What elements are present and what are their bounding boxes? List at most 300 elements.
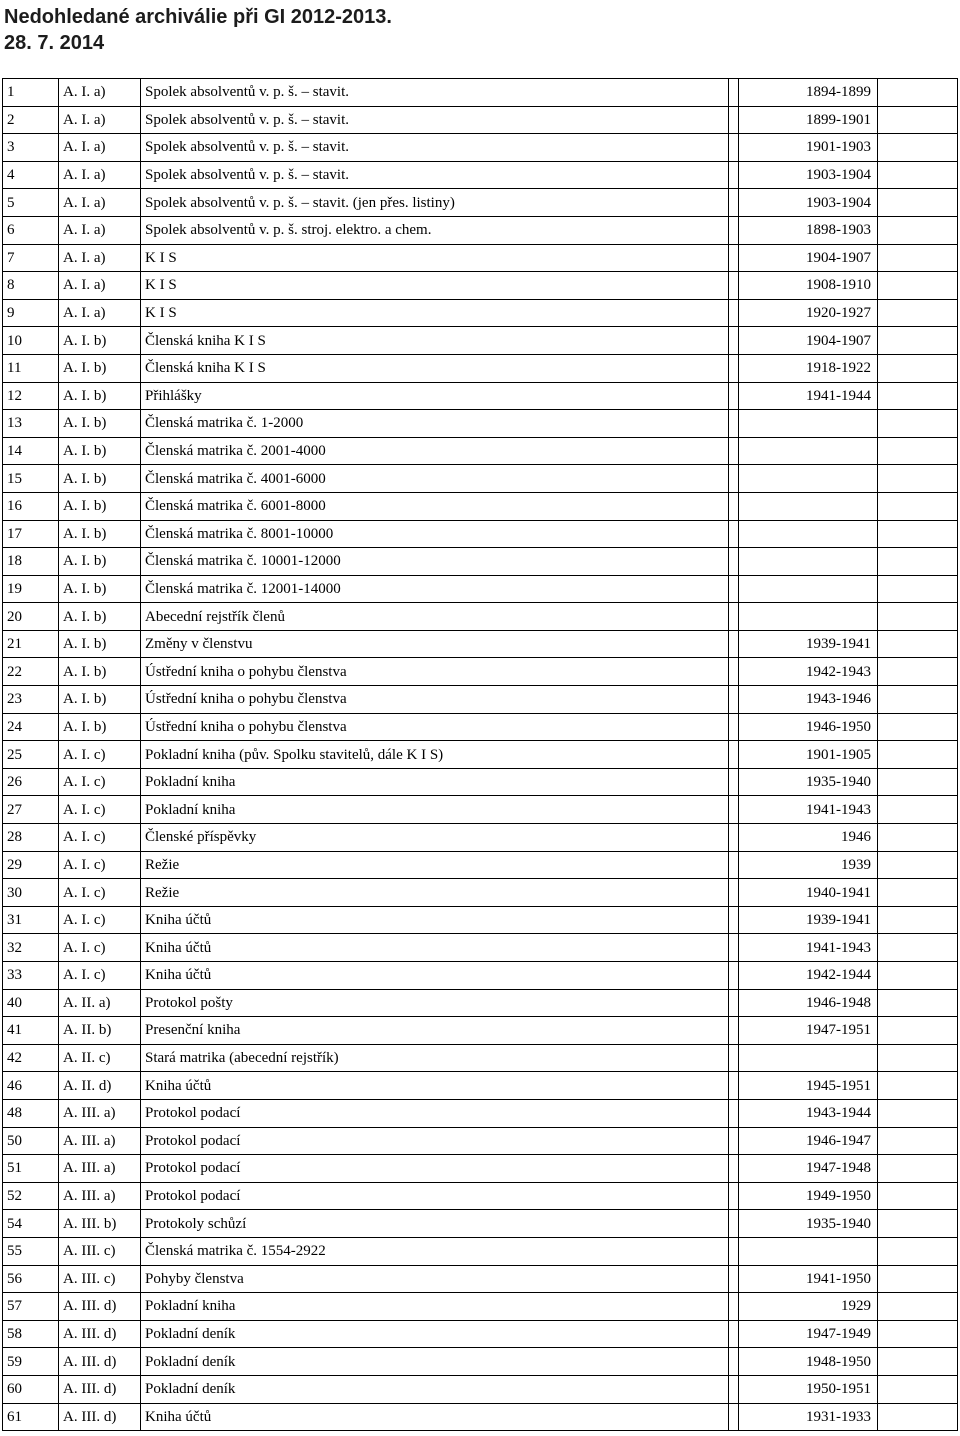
table-row	[3, 354, 958, 382]
page-title-text: Nedohledané archiválie při GI 2012-2013.	[4, 6, 392, 28]
row-years: 1946	[739, 824, 878, 852]
row-spacer-cell	[729, 989, 739, 1017]
table-row	[3, 1210, 958, 1238]
row-spacer-cell	[729, 1044, 739, 1072]
row-title: Členská matrika č. 6001-8000	[141, 492, 729, 520]
row-years: 1935-1940	[739, 768, 878, 796]
table-row	[3, 768, 958, 796]
row-empty-cell	[878, 189, 958, 217]
row-spacer-cell	[729, 658, 739, 686]
table-row	[3, 1044, 958, 1072]
row-section: A. I. b)	[59, 327, 141, 355]
row-number: 16	[3, 492, 59, 520]
row-empty-cell	[878, 603, 958, 631]
row-title: Kniha účtů	[141, 906, 729, 934]
row-spacer-cell	[729, 106, 739, 134]
row-spacer-cell	[729, 134, 739, 162]
row-spacer-cell	[729, 548, 739, 576]
row-section: A. I. b)	[59, 713, 141, 741]
row-years: 1901-1903	[739, 134, 878, 162]
row-spacer-cell	[729, 1320, 739, 1348]
table-row	[3, 796, 958, 824]
row-years: 1939	[739, 851, 878, 879]
table-row	[3, 106, 958, 134]
row-years	[739, 1237, 878, 1265]
row-section: A. I. c)	[59, 962, 141, 990]
row-section: A. III. a)	[59, 1155, 141, 1183]
row-section: A. III. a)	[59, 1099, 141, 1127]
row-empty-cell	[878, 1403, 958, 1431]
table-row	[3, 906, 958, 934]
row-spacer-cell	[729, 1072, 739, 1100]
row-section: A. I. a)	[59, 272, 141, 300]
row-number: 15	[3, 465, 59, 493]
row-title: Spolek absolventů v. p. š. stroj. elektro. a chem.	[141, 216, 729, 244]
row-years: 1946-1947	[739, 1127, 878, 1155]
table-row	[3, 713, 958, 741]
table-row	[3, 630, 958, 658]
table-row	[3, 1237, 958, 1265]
row-number: 13	[3, 410, 59, 438]
row-title: Pokladní deník	[141, 1348, 729, 1376]
table-row	[3, 492, 958, 520]
row-section: A. I. c)	[59, 906, 141, 934]
row-spacer-cell	[729, 410, 739, 438]
row-section: A. III. d)	[59, 1320, 141, 1348]
table-row	[3, 603, 958, 631]
row-title: K I S	[141, 272, 729, 300]
row-title: Členská matrika č. 1-2000	[141, 410, 729, 438]
row-spacer-cell	[729, 299, 739, 327]
row-number: 19	[3, 575, 59, 603]
row-number: 1	[3, 79, 59, 107]
row-years: 1904-1907	[739, 327, 878, 355]
row-years	[739, 603, 878, 631]
row-spacer-cell	[729, 713, 739, 741]
row-number: 14	[3, 437, 59, 465]
row-years: 1942-1943	[739, 658, 878, 686]
row-spacer-cell	[729, 575, 739, 603]
row-empty-cell	[878, 713, 958, 741]
row-spacer-cell	[729, 492, 739, 520]
row-empty-cell	[878, 1210, 958, 1238]
row-number: 59	[3, 1348, 59, 1376]
row-years	[739, 410, 878, 438]
row-empty-cell	[878, 1293, 958, 1321]
row-title: Pokladní deník	[141, 1375, 729, 1403]
row-years: 1950-1951	[739, 1375, 878, 1403]
row-title: Kniha účtů	[141, 962, 729, 990]
row-years: 1894-1899	[739, 79, 878, 107]
row-title: Členská matrika č. 10001-12000	[141, 548, 729, 576]
row-number: 22	[3, 658, 59, 686]
row-number: 10	[3, 327, 59, 355]
row-section: A. I. b)	[59, 492, 141, 520]
row-section: A. III. c)	[59, 1237, 141, 1265]
row-title: Pokladní kniha	[141, 796, 729, 824]
row-number: 28	[3, 824, 59, 852]
row-number: 9	[3, 299, 59, 327]
row-empty-cell	[878, 741, 958, 769]
row-years	[739, 465, 878, 493]
row-years	[739, 492, 878, 520]
row-number: 7	[3, 244, 59, 272]
row-section: A. I. b)	[59, 630, 141, 658]
row-years: 1946-1948	[739, 989, 878, 1017]
row-title: Kniha účtů	[141, 1072, 729, 1100]
row-years: 1901-1905	[739, 741, 878, 769]
row-section: A. II. d)	[59, 1072, 141, 1100]
row-number: 3	[3, 134, 59, 162]
row-title: Ústřední kniha o pohybu členstva	[141, 658, 729, 686]
row-years: 1941-1944	[739, 382, 878, 410]
row-number: 2	[3, 106, 59, 134]
row-title: Spolek absolventů v. p. š. – stavit. (jen přes. listiny)	[141, 189, 729, 217]
table-row	[3, 741, 958, 769]
row-years: 1908-1910	[739, 272, 878, 300]
row-spacer-cell	[729, 1099, 739, 1127]
table-row	[3, 934, 958, 962]
row-empty-cell	[878, 1237, 958, 1265]
row-spacer-cell	[729, 161, 739, 189]
row-empty-cell	[878, 962, 958, 990]
row-spacer-cell	[729, 1017, 739, 1045]
row-empty-cell	[878, 989, 958, 1017]
row-number: 51	[3, 1155, 59, 1183]
row-number: 58	[3, 1320, 59, 1348]
table-row	[3, 1072, 958, 1100]
table-row	[3, 189, 958, 217]
row-spacer-cell	[729, 1182, 739, 1210]
row-title: Ústřední kniha o pohybu členstva	[141, 713, 729, 741]
row-empty-cell	[878, 1099, 958, 1127]
table-row	[3, 1099, 958, 1127]
table-row	[3, 465, 958, 493]
row-years: 1942-1944	[739, 962, 878, 990]
row-section: A. I. a)	[59, 189, 141, 217]
row-title: Pokladní kniha	[141, 768, 729, 796]
row-title: Pokladní kniha	[141, 1293, 729, 1321]
table-row	[3, 216, 958, 244]
table-row	[3, 962, 958, 990]
row-years: 1941-1943	[739, 934, 878, 962]
row-years: 1903-1904	[739, 161, 878, 189]
row-number: 20	[3, 603, 59, 631]
row-years: 1904-1907	[739, 244, 878, 272]
row-number: 41	[3, 1017, 59, 1045]
row-number: 5	[3, 189, 59, 217]
row-years	[739, 520, 878, 548]
row-empty-cell	[878, 1044, 958, 1072]
row-empty-cell	[878, 520, 958, 548]
row-number: 48	[3, 1099, 59, 1127]
row-section: A. I. c)	[59, 741, 141, 769]
row-years: 1947-1949	[739, 1320, 878, 1348]
row-title: Spolek absolventů v. p. š. – stavit.	[141, 134, 729, 162]
row-section: A. I. b)	[59, 354, 141, 382]
row-section: A. I. b)	[59, 548, 141, 576]
row-title: Protokol podací	[141, 1182, 729, 1210]
table-row	[3, 520, 958, 548]
row-empty-cell	[878, 851, 958, 879]
row-title: Přihlášky	[141, 382, 729, 410]
row-title: Členská kniha K I S	[141, 354, 729, 382]
row-title: Pokladní kniha (pův. Spolku stavitelů, dále K I S)	[141, 741, 729, 769]
table-row	[3, 1375, 958, 1403]
table-row	[3, 1265, 958, 1293]
row-spacer-cell	[729, 327, 739, 355]
row-empty-cell	[878, 1072, 958, 1100]
row-section: A. I. b)	[59, 410, 141, 438]
row-title: Členská matrika č. 2001-4000	[141, 437, 729, 465]
row-empty-cell	[878, 658, 958, 686]
row-section: A. I. a)	[59, 216, 141, 244]
row-title: Protokoly schůzí	[141, 1210, 729, 1238]
table-row	[3, 1293, 958, 1321]
row-title: Členské příspěvky	[141, 824, 729, 852]
row-spacer-cell	[729, 1210, 739, 1238]
row-section: A. I. b)	[59, 520, 141, 548]
row-number: 42	[3, 1044, 59, 1072]
row-title: K I S	[141, 244, 729, 272]
row-years: 1898-1903	[739, 216, 878, 244]
row-number: 57	[3, 1293, 59, 1321]
table-row	[3, 1155, 958, 1183]
table-row	[3, 327, 958, 355]
row-number: 55	[3, 1237, 59, 1265]
row-section: A. I. b)	[59, 575, 141, 603]
row-title: Spolek absolventů v. p. š. – stavit.	[141, 106, 729, 134]
row-title: Členská matrika č. 1554-2922	[141, 1237, 729, 1265]
row-section: A. I. c)	[59, 934, 141, 962]
row-spacer-cell	[729, 796, 739, 824]
row-spacer-cell	[729, 879, 739, 907]
row-years: 1929	[739, 1293, 878, 1321]
row-spacer-cell	[729, 437, 739, 465]
row-number: 4	[3, 161, 59, 189]
row-years: 1903-1904	[739, 189, 878, 217]
row-number: 29	[3, 851, 59, 879]
row-number: 60	[3, 1375, 59, 1403]
row-title: Presenční kniha	[141, 1017, 729, 1045]
row-empty-cell	[878, 437, 958, 465]
row-years: 1939-1941	[739, 906, 878, 934]
table-row	[3, 1182, 958, 1210]
row-title: Protokol podací	[141, 1099, 729, 1127]
table-row	[3, 686, 958, 714]
row-empty-cell	[878, 492, 958, 520]
row-title: Změny v členstvu	[141, 630, 729, 658]
row-years: 1943-1946	[739, 686, 878, 714]
row-spacer-cell	[729, 1265, 739, 1293]
table-row	[3, 1403, 958, 1431]
row-empty-cell	[878, 134, 958, 162]
table-row	[3, 1320, 958, 1348]
row-number: 50	[3, 1127, 59, 1155]
row-section: A. I. b)	[59, 437, 141, 465]
row-years: 1899-1901	[739, 106, 878, 134]
row-title: Pohyby členstva	[141, 1265, 729, 1293]
row-years: 1939-1941	[739, 630, 878, 658]
row-number: 6	[3, 216, 59, 244]
row-section: A. I. a)	[59, 161, 141, 189]
row-title: K I S	[141, 299, 729, 327]
row-number: 61	[3, 1403, 59, 1431]
row-section: A. I. b)	[59, 603, 141, 631]
row-empty-cell	[878, 1375, 958, 1403]
row-years: 1947-1951	[739, 1017, 878, 1045]
table-row	[3, 1127, 958, 1155]
table-row	[3, 161, 958, 189]
row-empty-cell	[878, 548, 958, 576]
row-number: 31	[3, 906, 59, 934]
row-years: 1941-1943	[739, 796, 878, 824]
row-spacer-cell	[729, 962, 739, 990]
row-title: Režie	[141, 879, 729, 907]
row-section: A. I. a)	[59, 134, 141, 162]
table-row	[3, 134, 958, 162]
row-years: 1945-1951	[739, 1072, 878, 1100]
row-section: A. III. a)	[59, 1127, 141, 1155]
row-number: 11	[3, 354, 59, 382]
row-empty-cell	[878, 1348, 958, 1376]
row-section: A. I. c)	[59, 796, 141, 824]
row-empty-cell	[878, 1265, 958, 1293]
row-empty-cell	[878, 575, 958, 603]
row-title: Režie	[141, 851, 729, 879]
row-years: 1931-1933	[739, 1403, 878, 1431]
row-empty-cell	[878, 410, 958, 438]
row-number: 23	[3, 686, 59, 714]
table-row	[3, 658, 958, 686]
row-years	[739, 437, 878, 465]
row-years: 1948-1950	[739, 1348, 878, 1376]
row-title: Ústřední kniha o pohybu členstva	[141, 686, 729, 714]
row-number: 30	[3, 879, 59, 907]
row-years	[739, 1044, 878, 1072]
row-empty-cell	[878, 630, 958, 658]
row-number: 40	[3, 989, 59, 1017]
row-title: Stará matrika (abecední rejstřík)	[141, 1044, 729, 1072]
row-section: A. I. a)	[59, 299, 141, 327]
row-number: 32	[3, 934, 59, 962]
row-section: A. III. d)	[59, 1293, 141, 1321]
row-section: A. I. c)	[59, 879, 141, 907]
row-empty-cell	[878, 1127, 958, 1155]
row-empty-cell	[878, 768, 958, 796]
row-section: A. II. c)	[59, 1044, 141, 1072]
row-title: Spolek absolventů v. p. š. – stavit.	[141, 79, 729, 107]
row-years: 1920-1927	[739, 299, 878, 327]
row-section: A. III. d)	[59, 1375, 141, 1403]
row-section: A. I. a)	[59, 106, 141, 134]
table-row	[3, 410, 958, 438]
row-spacer-cell	[729, 1348, 739, 1376]
row-years: 1935-1940	[739, 1210, 878, 1238]
row-section: A. III. d)	[59, 1403, 141, 1431]
row-empty-cell	[878, 216, 958, 244]
row-years	[739, 548, 878, 576]
row-section: A. I. c)	[59, 851, 141, 879]
row-number: 25	[3, 741, 59, 769]
row-title: Protokol pošty	[141, 989, 729, 1017]
row-empty-cell	[878, 1182, 958, 1210]
row-empty-cell	[878, 382, 958, 410]
row-section: A. I. a)	[59, 244, 141, 272]
table-row	[3, 824, 958, 852]
page-title	[4, 4, 392, 56]
row-empty-cell	[878, 824, 958, 852]
row-section: A. III. c)	[59, 1265, 141, 1293]
row-title: Kniha účtů	[141, 934, 729, 962]
row-empty-cell	[878, 106, 958, 134]
row-title: Členská kniha K I S	[141, 327, 729, 355]
row-section: A. III. b)	[59, 1210, 141, 1238]
table-row	[3, 548, 958, 576]
row-section: A. I. c)	[59, 824, 141, 852]
row-spacer-cell	[729, 1155, 739, 1183]
row-spacer-cell	[729, 79, 739, 107]
row-title: Abecední rejstřík členů	[141, 603, 729, 631]
row-empty-cell	[878, 1017, 958, 1045]
row-number: 56	[3, 1265, 59, 1293]
table-row	[3, 272, 958, 300]
row-section: A. III. d)	[59, 1348, 141, 1376]
row-empty-cell	[878, 299, 958, 327]
row-spacer-cell	[729, 603, 739, 631]
row-section: A. I. b)	[59, 382, 141, 410]
row-years: 1947-1948	[739, 1155, 878, 1183]
row-spacer-cell	[729, 354, 739, 382]
row-number: 52	[3, 1182, 59, 1210]
archive-table-body	[3, 79, 958, 1431]
row-years: 1941-1950	[739, 1265, 878, 1293]
row-empty-cell	[878, 796, 958, 824]
table-row	[3, 79, 958, 107]
row-title: Členská matrika č. 8001-10000	[141, 520, 729, 548]
row-number: 33	[3, 962, 59, 990]
table-row	[3, 851, 958, 879]
row-number: 54	[3, 1210, 59, 1238]
table-row	[3, 575, 958, 603]
row-number: 12	[3, 382, 59, 410]
table-row	[3, 437, 958, 465]
row-title: Protokol podací	[141, 1155, 729, 1183]
row-section: A. I. b)	[59, 465, 141, 493]
row-years: 1918-1922	[739, 354, 878, 382]
table-row	[3, 244, 958, 272]
table-row	[3, 879, 958, 907]
row-empty-cell	[878, 1320, 958, 1348]
row-empty-cell	[878, 327, 958, 355]
table-row	[3, 1348, 958, 1376]
row-spacer-cell	[729, 741, 739, 769]
row-title: Členská matrika č. 12001-14000	[141, 575, 729, 603]
row-title: Členská matrika č. 4001-6000	[141, 465, 729, 493]
table-row	[3, 299, 958, 327]
row-spacer-cell	[729, 1293, 739, 1321]
row-spacer-cell	[729, 465, 739, 493]
row-empty-cell	[878, 934, 958, 962]
row-spacer-cell	[729, 1375, 739, 1403]
row-years	[739, 575, 878, 603]
row-spacer-cell	[729, 824, 739, 852]
table-row	[3, 1017, 958, 1045]
row-spacer-cell	[729, 382, 739, 410]
row-years: 1946-1950	[739, 713, 878, 741]
table-row	[3, 382, 958, 410]
row-spacer-cell	[729, 244, 739, 272]
